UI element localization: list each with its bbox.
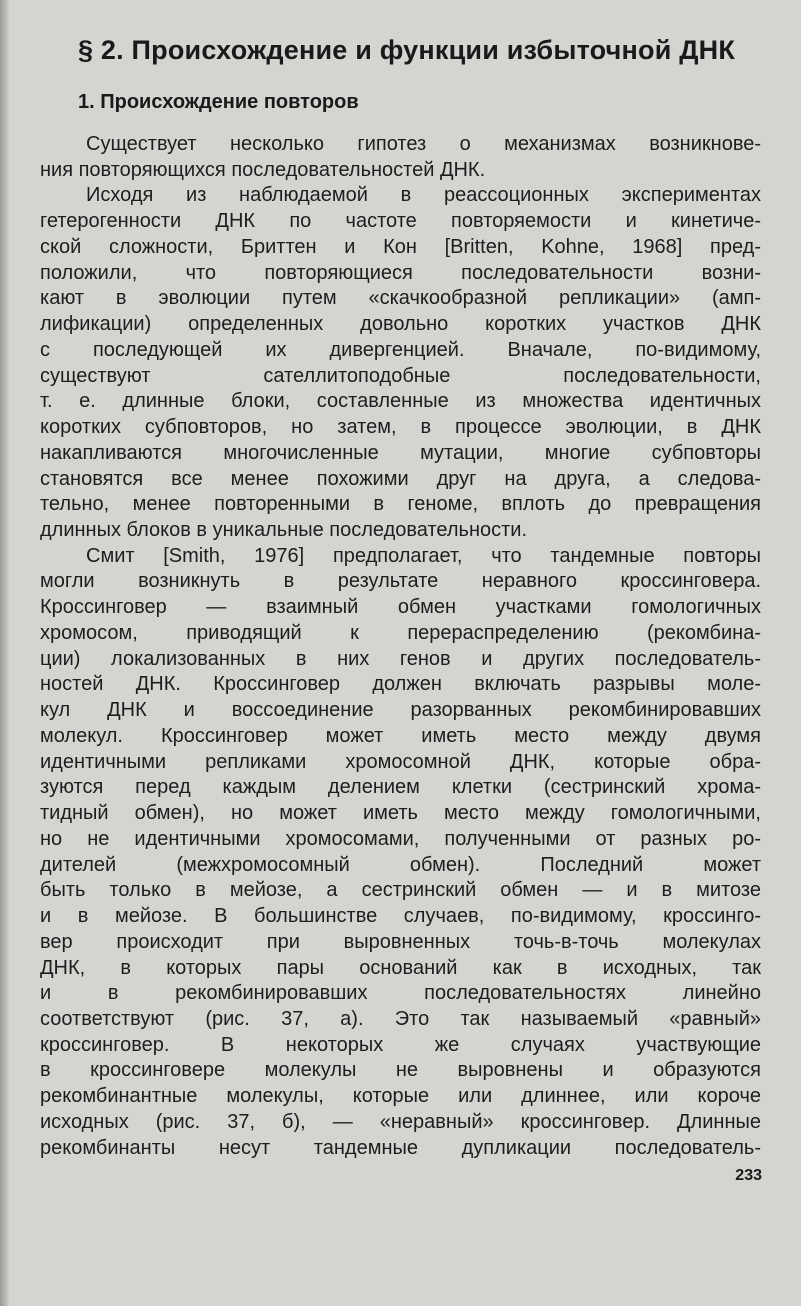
text-line: рекомбинантные молекулы, которые или длиннее, или короче: [40, 1085, 761, 1108]
page-number: 233: [735, 1167, 762, 1184]
text-line: могли возникнуть в результате неравного кроссинговера.: [40, 570, 761, 593]
text-line: хромосом, приводящий к перераспределению (рекомбина-: [40, 621, 761, 644]
text-line: рекомбинанты несут тандемные дупликации последователь-: [40, 1136, 761, 1159]
text-line: молекул. Кроссинговер может иметь место между двумя: [40, 724, 761, 747]
text-line: т. е. длинные блоки, составленные из множества идентичных: [40, 390, 761, 413]
text-line: исходных (рис. 37, б), — «неравный» кроссинговер. Длинные: [40, 1110, 761, 1133]
text-line: вер происходит при выровненных точь-в-точь молекулах: [40, 930, 761, 953]
text-line: и в мейозе. В большинстве случаев, по-видимому, кроссинго-: [40, 905, 761, 928]
text-line: тидный обмен), но может иметь место между гомологичными,: [40, 802, 761, 825]
text-line: тельно, менее повторенными в геноме, вплоть до превращения: [40, 493, 761, 516]
text-line: накапливаются многочисленные мутации, многие субповторы: [40, 441, 761, 464]
text-line: зуются перед каждым делением клетки (сестринский хрома-: [40, 776, 761, 799]
section-title: § 2. Происхождение и функции избыточной ДНК: [78, 35, 736, 65]
text-line: Исходя из наблюдаемой в реассоционных экспериментах: [86, 184, 761, 207]
text-line: кроссинговер. В некоторых же случаях участвующие: [40, 1033, 761, 1056]
text-line: ния повторяющихся последовательностей ДНК.: [40, 158, 486, 181]
text-line: кают в эволюции путем «скачкообразной репликации» (амп-: [40, 287, 761, 310]
text-line: гетерогенности ДНК по частоте повторяемости и кинетиче-: [40, 210, 761, 233]
text-line: становятся все менее похожими друг на друга, а следова-: [40, 467, 761, 490]
subsection-title: 1. Происхождение повторов: [78, 91, 359, 113]
text-line: Существует несколько гипотез о механизмах возникнове-: [86, 133, 761, 155]
text-line: и в рекомбинировавших последовательностях линейно: [40, 982, 761, 1005]
text-line: лификации) определенных довольно коротких участков ДНК: [40, 313, 761, 336]
text-line: в кроссинговере молекулы не выровнены и образуются: [40, 1059, 761, 1082]
text-line: соответствуют (рис. 37, а). Это так называемый «равный»: [40, 1007, 761, 1030]
text-line: идентичными репликами хромосомной ДНК, которые обра-: [40, 750, 761, 773]
text-line: существуют сателлитоподобные последовательности,: [40, 364, 761, 387]
text-line: Кроссинговер — взаимный обмен участками гомологичных: [40, 596, 761, 619]
text-line: положили, что повторяющиеся последовательности возни-: [40, 261, 761, 284]
text-line: с последующей их дивергенцией. Вначале, по-видимому,: [40, 338, 761, 361]
text-line: ции) локализованных в них генов и других последователь-: [40, 647, 761, 670]
text-line: дителей (межхромосомный обмен). Последний может: [40, 853, 761, 876]
text-line: ской сложности, Бриттен и Кон [Britten, Kohne, 1968] пред-: [40, 235, 761, 258]
text-line: длинных блоков в уникальные последовательности.: [40, 519, 528, 542]
text-line: кул ДНК и воссоединение разорванных рекомбинировавших: [40, 699, 761, 722]
text-line: коротких субповторов, но затем, в процессе эволюции, в ДНК: [40, 416, 761, 439]
text-line: ностей ДНК. Кроссинговер должен включать разрывы моле-: [40, 673, 761, 696]
body-text: [40, 132, 761, 1161]
text-line: Смит [Smith, 1976] предполагает, что тандемные повторы: [86, 544, 761, 567]
text-line: но не идентичными хромосомами, полученными от разных ро-: [40, 827, 761, 850]
text-line: ДНК, в которых пары оснований как в исходных, так: [40, 956, 761, 979]
text-line: быть только в мейозе, а сестринский обмен — и в митозе: [40, 879, 761, 902]
